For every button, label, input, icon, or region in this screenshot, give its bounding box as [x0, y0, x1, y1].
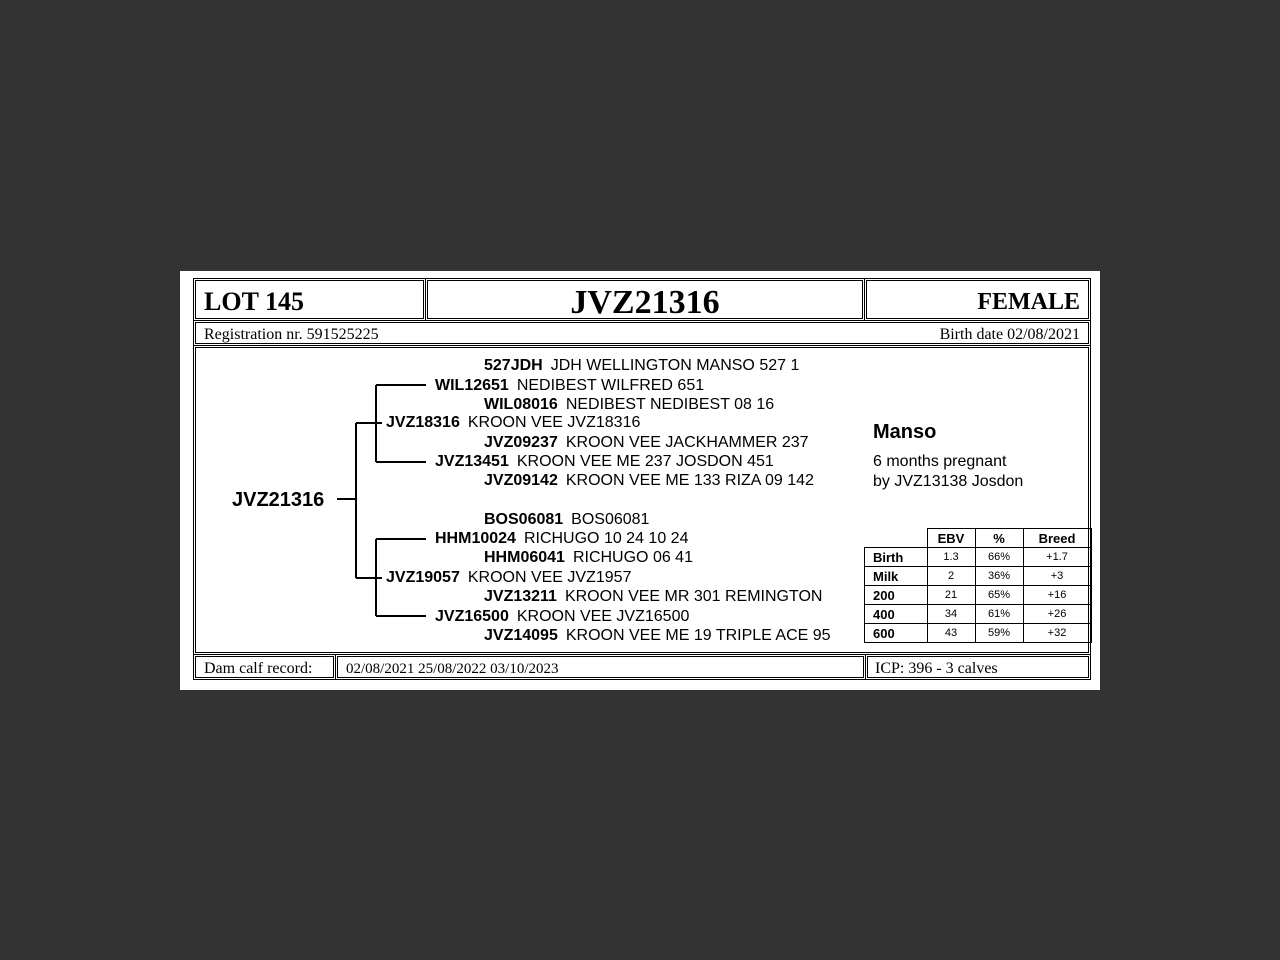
- ebv-accuracy: 36%: [975, 567, 1023, 586]
- ebv-value: 21: [927, 586, 975, 605]
- lot-number: LOT 145: [204, 287, 304, 316]
- dam-calf-label: Dam calf record:: [204, 660, 313, 677]
- ebv-accuracy: 61%: [975, 605, 1023, 624]
- ebv-corner: [865, 529, 928, 548]
- icp-box: [865, 654, 1091, 680]
- pedigree-dam-sire: HHM10024 RICHUGO 10 24 10 24: [435, 530, 689, 547]
- pedigree-sire-sire-dam: WIL08016 NEDIBEST NEDIBEST 08 16: [484, 396, 775, 413]
- table-row: [865, 586, 1092, 605]
- animal-sex: FEMALE: [977, 289, 1080, 315]
- ebv-value: 2: [927, 567, 975, 586]
- info-sire-service: by JVZ13138 Josdon: [873, 473, 1024, 490]
- icp-value: ICP: 396 - 3 calves: [875, 660, 998, 677]
- pedigree-sire-dam-dam: JVZ09142 KROON VEE ME 133 RIZA 09 142: [484, 472, 814, 489]
- dam-calf-record-box: [335, 654, 866, 680]
- table-row: [865, 624, 1092, 643]
- ebv-breed: +32: [1023, 624, 1091, 643]
- ebv-breed: +16: [1023, 586, 1091, 605]
- animal-tag-box: [425, 278, 865, 321]
- table-row: [865, 605, 1092, 624]
- ebv-accuracy: 66%: [975, 548, 1023, 567]
- lot-card: [180, 271, 1100, 690]
- ebv-header-breed: Breed: [1023, 529, 1091, 548]
- pedigree-sire-sire: WIL12651 NEDIBEST WILFRED 651: [435, 377, 705, 394]
- info-title: Manso: [873, 421, 937, 443]
- lot-number-box: [193, 278, 426, 321]
- pedigree-dam-dam-sire: JVZ13211 KROON VEE MR 301 REMINGTON: [484, 588, 823, 605]
- ebv-accuracy: 59%: [975, 624, 1023, 643]
- ebv-row-label: Milk: [865, 567, 928, 586]
- pedigree-dam-sire-sire: BOS06081 BOS06081: [484, 511, 650, 528]
- ebv-row-label: Birth: [865, 548, 928, 567]
- registration-number: Registration nr. 591525225: [204, 326, 379, 343]
- ebv-row-label: 600: [865, 624, 928, 643]
- ebv-value: 43: [927, 624, 975, 643]
- table-row: [865, 548, 1092, 567]
- table-row: [865, 567, 1092, 586]
- animal-tag: JVZ21316: [570, 284, 720, 321]
- pedigree-dam-dam: JVZ16500 KROON VEE JVZ16500: [435, 608, 690, 625]
- ebv-breed: +1.7: [1023, 548, 1091, 567]
- registration-row: [193, 320, 1091, 346]
- ebv-header-ebv: EBV: [927, 529, 975, 548]
- ebv-header-row: [865, 529, 1092, 548]
- ebv-table: [864, 528, 1092, 643]
- sex-box: [864, 278, 1091, 321]
- ebv-row-label: 200: [865, 586, 928, 605]
- ebv-breed: +26: [1023, 605, 1091, 624]
- pedigree-dam-dam-dam: JVZ14095 KROON VEE ME 19 TRIPLE ACE 95: [484, 627, 831, 644]
- pedigree-sire-dam-sire: JVZ09237 KROON VEE JACKHAMMER 237: [484, 434, 809, 451]
- pedigree-dam-sire-dam: HHM06041 RICHUGO 06 41: [484, 549, 693, 566]
- dam-calf-label-box: [193, 654, 336, 680]
- pedigree-animal: JVZ21316: [232, 489, 325, 511]
- dam-calf-record: 02/08/2021 25/08/2022 03/10/2023: [346, 661, 559, 677]
- birth-date: Birth date 02/08/2021: [939, 326, 1080, 343]
- pedigree-sire-sire-sire: 527JDH JDH WELLINGTON MANSO 527 1: [484, 357, 800, 374]
- ebv-row-label: 400: [865, 605, 928, 624]
- pedigree-sire: JVZ18316 KROON VEE JVZ18316: [386, 414, 641, 431]
- pedigree-dam: JVZ19057 KROON VEE JVZ1957: [386, 569, 632, 586]
- ebv-value: 34: [927, 605, 975, 624]
- ebv-value: 1.3: [927, 548, 975, 567]
- ebv-header-pct: %: [975, 529, 1023, 548]
- ebv-accuracy: 65%: [975, 586, 1023, 605]
- ebv-breed: +3: [1023, 567, 1091, 586]
- pedigree-sire-dam: JVZ13451 KROON VEE ME 237 JOSDON 451: [435, 453, 774, 470]
- info-pregnancy: 6 months pregnant: [873, 453, 1007, 470]
